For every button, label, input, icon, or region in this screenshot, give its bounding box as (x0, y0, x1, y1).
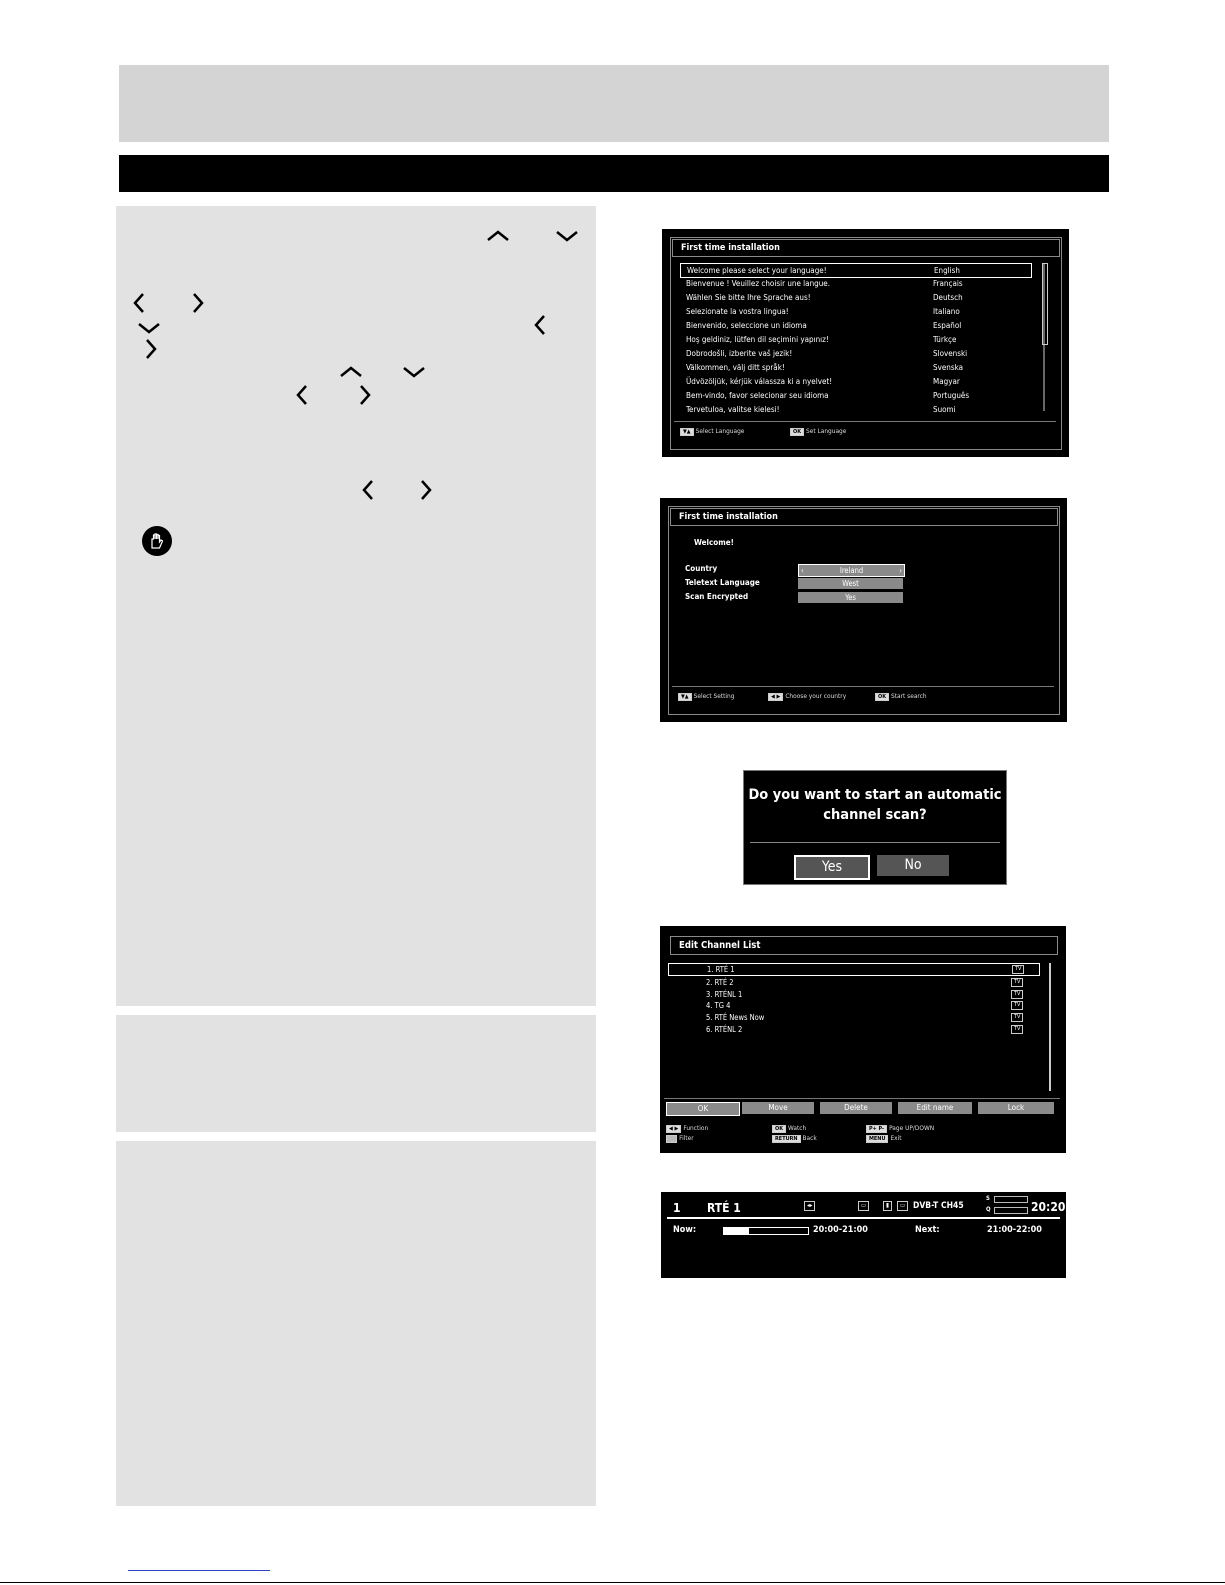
legend-start-search: OK Start search (875, 692, 927, 701)
channel-name: RTÉ 1 (707, 1201, 741, 1215)
next-label: Next: (915, 1225, 940, 1235)
channel-row[interactable]: 4. TG 4 TV (668, 1000, 1038, 1011)
next-time: 21:00-22:00 (987, 1225, 1042, 1235)
edit-channel-list-screen (660, 926, 1066, 1153)
scan-encrypted-label: Scan Encrypted (685, 592, 749, 601)
channel-row[interactable]: 1. RTÉ 1 TV (668, 963, 1040, 976)
signal-quality-label: Q (986, 1206, 991, 1213)
legend-page: P+ P- Page UP/DOWN (866, 1124, 934, 1133)
channel-row[interactable]: 6. RTÉNL 2 TV (668, 1024, 1038, 1035)
up-arrow-icon (486, 230, 510, 242)
tv-badge: TV (1011, 990, 1023, 999)
language-row[interactable]: Bienvenido, seleccione un idioma Español (686, 321, 962, 330)
right-arrow-icon (359, 384, 371, 406)
language-row[interactable]: Wählen Sie bitte Ihre Sprache aus! Deutsch (686, 293, 963, 302)
country-select[interactable]: ‹ Ireland › (798, 564, 905, 577)
section-title-bar (119, 155, 1109, 192)
instructions-panel-2 (116, 1015, 596, 1132)
legend-select-setting: ▼▲ Select Setting (678, 692, 734, 701)
channel-info-bar (661, 1192, 1066, 1278)
chevron-left-icon[interactable]: ‹ (801, 566, 804, 575)
country-settings-screen (660, 498, 1067, 722)
lock-button[interactable]: Lock (978, 1102, 1054, 1114)
page-bottom-rule (0, 1582, 1225, 1583)
tv-icon: ▭ (897, 1201, 908, 1211)
scrollbar-thumb[interactable] (1042, 263, 1048, 345)
language-row[interactable]: Tervetuloa, valitse kielesi! Suomi (686, 405, 956, 414)
footer-link[interactable] (128, 1570, 270, 1571)
tv-badge: TV (1011, 978, 1023, 987)
legend-select-language: ▼▲ Select Language (680, 427, 744, 436)
scan-encrypted-select[interactable]: Yes (798, 592, 903, 603)
teletext-select[interactable]: West (798, 578, 903, 589)
signal-strength-meter (994, 1196, 1028, 1203)
channel-number: 1 (673, 1201, 681, 1215)
broadcast-system: DVB-T (913, 1201, 939, 1211)
channel-row[interactable]: 2. RTÉ 2 TV (668, 977, 1038, 988)
right-arrow-icon (420, 479, 432, 501)
channel-code: CH45 (941, 1201, 964, 1211)
down-arrow-icon (555, 230, 579, 242)
left-arrow-icon (362, 479, 374, 501)
yes-button[interactable]: Yes (794, 855, 870, 880)
channel-row[interactable]: 3. RTÉNL 1 TV (668, 989, 1038, 1000)
lock-icon: ▮ (883, 1201, 892, 1211)
legend-watch: OK Watch (772, 1124, 806, 1133)
no-button[interactable]: No (877, 855, 949, 876)
ok-button[interactable]: OK (666, 1102, 740, 1116)
scrollbar[interactable] (1049, 963, 1051, 1091)
legend-choose-country: ◀ ▶ Choose your country (768, 692, 846, 701)
header-title-bar (119, 65, 1109, 142)
legend-set-language: OK Set Language (790, 427, 846, 436)
language-row[interactable]: Hoş geldiniz, lütfen dil seçimini yapınız! Türkçe (686, 335, 957, 344)
delete-button[interactable]: Delete (820, 1102, 892, 1114)
tv-badge: TV (1011, 1001, 1023, 1010)
up-arrow-icon (339, 366, 363, 378)
tv-badge: TV (1011, 1013, 1023, 1022)
clock: 20:20 (1031, 1200, 1066, 1214)
left-arrow-icon (133, 292, 145, 314)
caution-hand-icon (142, 526, 172, 556)
subtitle-icon: ▭ (858, 1201, 869, 1211)
channel-row[interactable]: 5. RTÉ News Now TV (668, 1012, 1038, 1023)
legend-function: ◀ ▶ Function (666, 1124, 708, 1133)
language-selection-screen (662, 229, 1069, 457)
language-row[interactable]: Welcome please select your language! English (680, 263, 1032, 278)
language-row[interactable]: Välkommen, välj ditt språk! Svenska (686, 363, 964, 372)
dialog-question: Do you want to start an automatic channel scan? (748, 787, 1002, 823)
language-row[interactable]: Bem-vindo, favor selecionar seu idioma Português (686, 391, 970, 400)
tv-badge: TV (1012, 965, 1024, 974)
language-row[interactable]: Dobrodošli, izberite vaš jezik! Slovenski (686, 349, 968, 358)
instructions-panel-1 (116, 206, 596, 1006)
chevron-right-icon[interactable]: › (899, 566, 902, 575)
screen-title: First time installation (672, 239, 1060, 257)
now-time: 20:00-21:00 (813, 1225, 868, 1235)
teletext-label: Teletext Language (685, 578, 760, 587)
language-row[interactable]: Bienvenue ! Veuillez choisir une langue. Français (686, 279, 963, 288)
edit-name-button[interactable]: Edit name (898, 1102, 972, 1114)
welcome-text: Welcome! (694, 538, 734, 547)
language-row[interactable]: Üdvözöljük, kérjük válassza ki a nyelvet! Magyar (686, 377, 960, 386)
down-arrow-icon (402, 366, 426, 378)
now-label: Now: (673, 1225, 697, 1235)
auto-scan-dialog (743, 770, 1007, 885)
screen-title: Edit Channel List (670, 936, 1058, 955)
audio-icon: ◂▸ (804, 1201, 815, 1211)
instructions-panel-3 (116, 1141, 596, 1506)
legend-exit: MENU Exit (866, 1134, 902, 1143)
country-label: Country (685, 564, 718, 573)
legend-back: RETURN Back (772, 1134, 817, 1143)
legend-filter: Filter (666, 1134, 694, 1143)
move-button[interactable]: Move (742, 1102, 814, 1114)
right-arrow-icon (192, 292, 204, 314)
now-progress-bar (723, 1227, 809, 1235)
language-row[interactable]: Selezionate la vostra lingua! Italiano (686, 307, 960, 316)
left-arrow-icon (534, 314, 546, 336)
screen-title: First time installation (670, 508, 1058, 526)
right-arrow-icon (145, 338, 157, 360)
signal-quality-meter (994, 1207, 1028, 1214)
left-arrow-icon (296, 384, 308, 406)
down-arrow-icon (137, 322, 161, 334)
tv-badge: TV (1011, 1025, 1023, 1034)
signal-strength-label: S (986, 1195, 990, 1202)
